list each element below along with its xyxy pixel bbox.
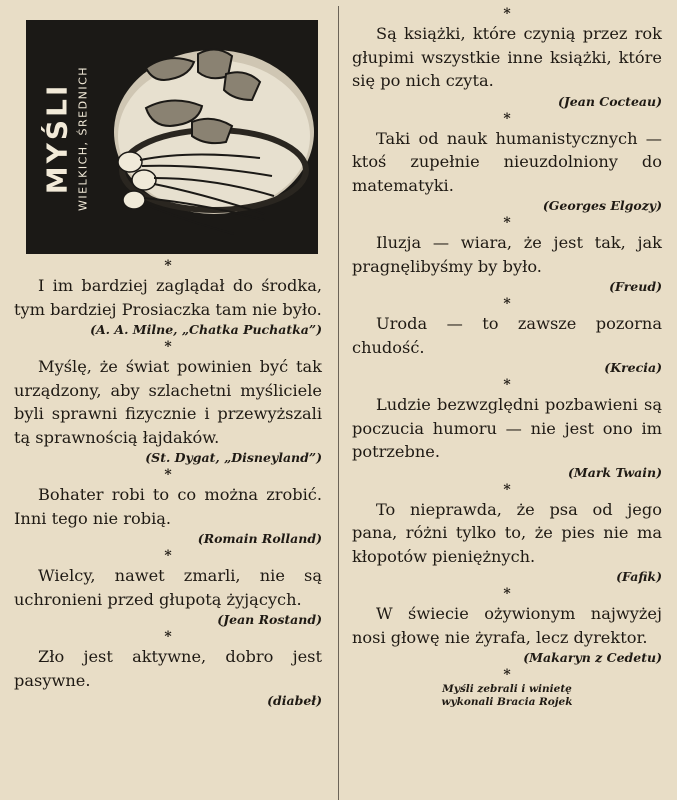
quote-source: (Fafik) — [616, 569, 662, 584]
separator-star: * — [503, 296, 511, 312]
credit — [352, 683, 662, 709]
vignette-title-sub: WIELKICH, ŚREDNICH — [76, 65, 90, 212]
quote-text: Są książki, które czynią przez rok głupimi wszystkie inne książki, które się po nich czyta. — [352, 24, 662, 90]
quote-source: (Romain Rolland) — [197, 531, 322, 546]
credit-line-2: wykonali Bracia Rojek — [441, 696, 573, 708]
quote-text: Taki od nauk humanistycznych — ktoś zupełnie nieuzdolniony do matematyki. — [352, 128, 662, 195]
separator-star: * — [503, 586, 511, 602]
separator-star: * — [503, 215, 511, 231]
quote-text: W świecie ożywionym najwyżej nosi głowę nie żyrafa, lecz dyrektor. — [352, 604, 662, 647]
quote-text: To nieprawda, że psa od jego pana, różni tylko to, że pies nie ma kłopotów pieniężnych. — [352, 499, 662, 566]
quote-text: Wielcy, nawet zmarli, nie są uchronieni przed głupotą żyjących. — [14, 566, 322, 609]
separator-star: * — [164, 548, 172, 564]
quote-source: (Georges Elgozy) — [542, 198, 662, 213]
quote-source: (Mark Twain) — [568, 464, 662, 480]
quote-source: (Makaryn z Cedetu) — [523, 650, 662, 665]
credit-line-1: Myśli zebrali i winietę — [442, 683, 572, 695]
separator-star: * — [164, 629, 172, 645]
quote-text: Zło jest aktywne, dobro jest pasywne. — [14, 647, 322, 690]
vignette-title-main: MYŚLI — [40, 82, 74, 195]
quote-text: Uroda — to zawsze pozorna chudość. — [352, 314, 662, 357]
quote-source: (St. Dygat, „Disneyland”) — [145, 450, 322, 465]
quote-text: Ludzie bezwzględni pozbawieni są poczucia humoru — nie jest ono im potrzebne. — [352, 395, 662, 461]
quote-source: (Krecia) — [604, 360, 662, 375]
quote-text: Bohater robi to co można zrobić. Inni tego nie robią. — [14, 485, 322, 528]
quote-source: (Jean Cocteau) — [557, 93, 662, 109]
right-column — [352, 6, 662, 709]
separator-star: * — [503, 481, 511, 498]
quote-text: Iluzja — wiara, że jest tak, jak pragnęlibyśmy by było. — [352, 233, 662, 276]
vignette-title — [40, 35, 90, 243]
separator-star: * — [503, 667, 511, 683]
separator-star: * — [164, 467, 172, 483]
quote-source: (diabeł) — [267, 693, 322, 708]
vignette-illustration — [26, 20, 318, 254]
separator-star: * — [164, 258, 172, 274]
quote-source: (Freud) — [609, 279, 662, 294]
quote-text: I im bardziej zaglądał do środka, tym bardziej Prosiaczka tam nie było. — [14, 276, 322, 319]
quote-source: (Jean Rostand) — [217, 612, 322, 627]
quote-source: (A. A. Milne, „Chatka Puchatka”) — [90, 322, 322, 337]
separator-star: * — [503, 110, 511, 127]
quote-text: Myślę, że świat powinien być tak urządzony, aby szlachetni myśliciele byli sprawni fizycznie i przewyższali tą sprawnością łajdaków. — [14, 357, 322, 447]
separator-star: * — [164, 339, 172, 355]
column-divider — [338, 6, 339, 800]
separator-star: * — [503, 377, 511, 393]
separator-star: * — [503, 6, 511, 22]
left-column — [14, 258, 322, 710]
